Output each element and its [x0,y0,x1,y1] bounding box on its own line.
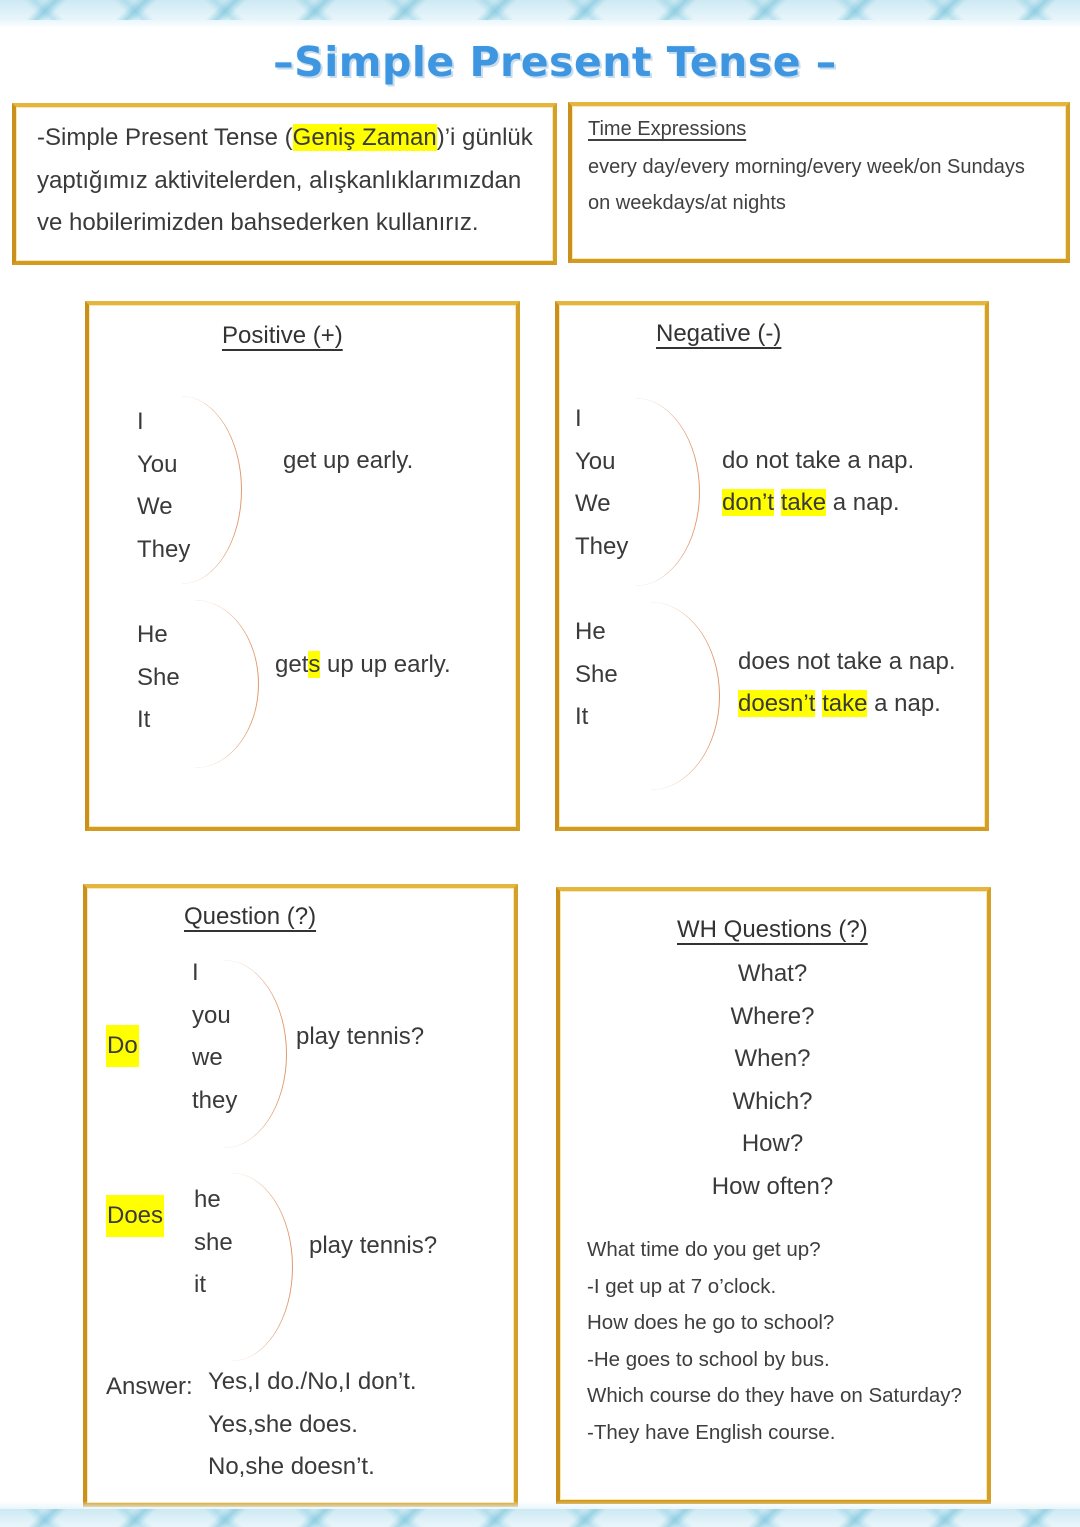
pronoun: He [137,621,168,648]
pronoun: she [194,1228,233,1256]
negative-full-singular: does not take a nap. [738,648,956,675]
question-heading: Question (?) [184,903,317,930]
question-sentence-singular: play tennis? [309,1232,438,1259]
pronoun: They [575,532,629,560]
pronoun: It [137,706,151,734]
bracket-icon [170,1173,293,1361]
pronoun: She [137,663,180,691]
negative-heading: Negative (-) [656,320,782,347]
time-expressions-line: every day/every morning/every week/on Sundays [588,156,1025,178]
pronoun: It [575,703,589,731]
answer-item: Yes,she does. [208,1410,358,1438]
highlighted-term: Geniş Zaman [292,124,437,151]
definition-line-1 [37,116,533,159]
definition-line-2: yaptığımız aktivitelerden, alışkanlıklarımızdan [37,167,522,194]
pronoun: it [194,1271,206,1299]
wh-word: How? [741,1130,804,1158]
example-answer: -I get up at 7 o’clock. [587,1274,777,1298]
pronoun: You [575,447,616,475]
wh-word: Which? [732,1087,813,1115]
wh-word: What? [737,960,808,987]
highlighted-verb: take [780,489,827,516]
wh-questions-heading: WH Questions (?) [677,916,868,943]
example-question: What time do you get up? [587,1238,821,1261]
wh-word: Where? [730,1002,815,1030]
bracket-icon [570,398,700,586]
wh-example-list [587,1232,962,1452]
positive-sentence-singular [275,644,451,686]
pronoun: She [575,660,618,688]
pronoun: he [194,1186,221,1213]
question-sentence-plural: play tennis? [296,1023,425,1050]
pronoun: they [192,1086,238,1114]
example-answer: -He goes to school by bus. [587,1347,830,1371]
positive-sentence-plural: get up early. [283,447,414,474]
pronoun: I [575,405,582,432]
definition-text: )’i günlük [436,124,533,151]
example-question: Which course do they have on Saturday? [587,1384,962,1408]
bracket-icon [120,396,242,584]
negative-short-plural [722,482,900,524]
sentence-text: get [275,651,309,678]
time-expressions-heading: Time Expressions [588,118,747,140]
definition-text: -Simple Present Tense ( [37,124,293,151]
time-expressions-line: on weekdays/at nights [588,192,786,214]
sentence-text: a nap. [867,690,941,717]
highlighted-verb: take [822,690,868,717]
bracket-icon [160,960,287,1148]
answer-item: Yes,I do./No,I don’t. [208,1368,417,1395]
sentence-text: a nap. [826,489,900,516]
pronoun: I [192,959,199,986]
pronoun: We [137,493,173,521]
highlighted-suffix: s [308,651,321,678]
example-question: How does he go to school? [587,1311,835,1335]
negative-short-singular [738,683,941,725]
decorative-bottom-band [0,1509,1080,1527]
positive-heading: Positive (+) [222,322,343,349]
decorative-top-band [0,0,1080,20]
pronoun: you [192,1001,231,1029]
bracket-icon [580,602,720,790]
aux-do: Do [106,1025,139,1067]
aux-does: Does [106,1195,164,1237]
highlighted-contraction: don’t [722,489,775,516]
definition-line-3: ve hobilerimizden bahsederken kullanırız. [37,209,479,236]
pronoun: They [137,535,191,563]
highlighted-contraction: doesn’t [738,690,816,717]
answer-label: Answer: [106,1373,193,1400]
wh-word: How often? [711,1172,834,1200]
pronoun: We [575,490,611,518]
pronoun: You [137,450,178,478]
answer-list [208,1361,417,1489]
answer-item: No,she doesn’t. [208,1453,375,1481]
pronoun: He [575,618,606,645]
sentence-text: up up early. [320,651,451,678]
wh-word: When? [734,1045,811,1073]
page-title: –Simple Present Tense – [273,38,837,86]
wh-word-list [650,953,895,1209]
pronoun: we [192,1044,223,1072]
bracket-icon [130,600,259,768]
example-answer: -They have English course. [587,1420,836,1444]
pronoun: I [137,408,144,435]
negative-full-plural: do not take a nap. [722,447,915,474]
